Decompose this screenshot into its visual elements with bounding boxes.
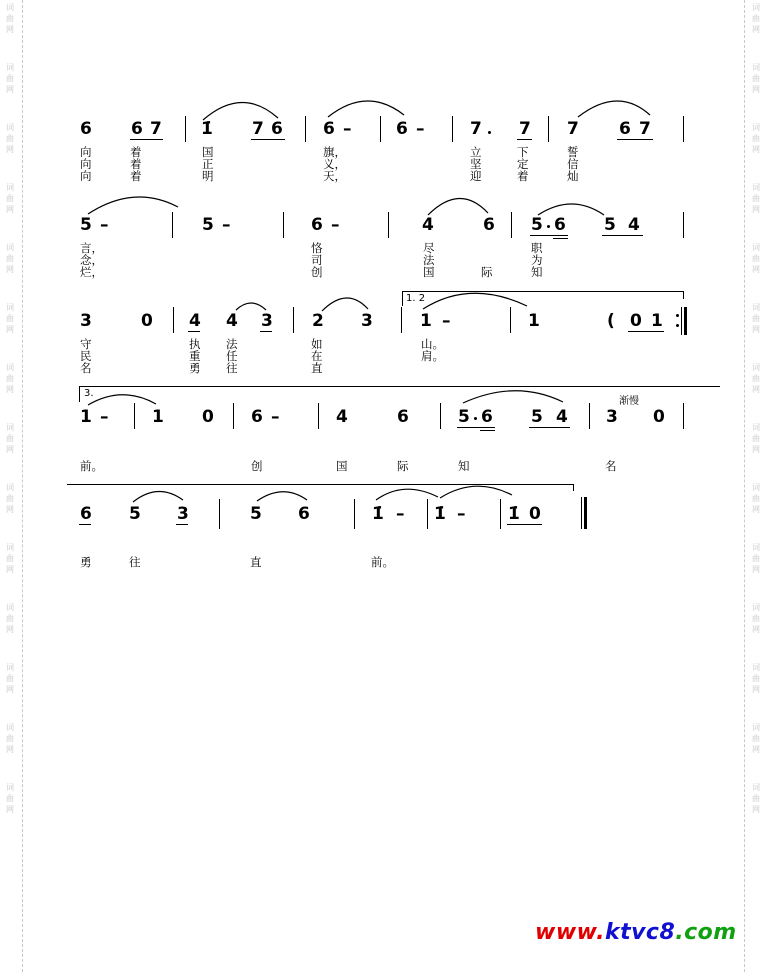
note: – bbox=[457, 504, 466, 524]
note: ( bbox=[607, 311, 615, 331]
augmentation-dot bbox=[488, 131, 491, 134]
barline bbox=[683, 116, 684, 142]
barline bbox=[440, 403, 441, 429]
lyric: 勇 bbox=[189, 361, 201, 375]
lyric: 义， bbox=[323, 157, 346, 171]
underline bbox=[517, 139, 532, 140]
note: 1̇ bbox=[201, 119, 213, 139]
watermark-group: 词 曲 网 bbox=[6, 363, 14, 394]
site-logo bbox=[535, 920, 737, 945]
note: – bbox=[100, 215, 109, 235]
watermark-group: 词 曲 网 bbox=[6, 483, 14, 514]
barline bbox=[683, 403, 684, 429]
barline bbox=[401, 307, 402, 333]
lyric: 守 bbox=[80, 337, 92, 351]
lyric: 下 bbox=[517, 145, 529, 159]
note: 1̇ bbox=[372, 504, 384, 524]
underline bbox=[188, 331, 200, 332]
underline bbox=[251, 139, 285, 140]
barline bbox=[318, 403, 319, 429]
volta-bracket-left bbox=[402, 291, 403, 306]
volta-bracket-right bbox=[573, 484, 574, 491]
barline bbox=[380, 116, 381, 142]
watermark-group: 词 曲 网 bbox=[752, 243, 760, 274]
slur bbox=[203, 102, 278, 120]
lyric: 前。 bbox=[80, 459, 103, 473]
underline bbox=[260, 331, 272, 332]
watermark-group: 词 曲 网 bbox=[752, 303, 760, 334]
watermark-group: 词 曲 网 bbox=[752, 423, 760, 454]
note: 0 bbox=[529, 504, 541, 524]
volta-bracket-top bbox=[67, 484, 574, 485]
barline bbox=[510, 307, 511, 333]
slur bbox=[578, 101, 650, 117]
lyric: 际 bbox=[481, 265, 493, 279]
watermark-group: 词 曲 网 bbox=[6, 303, 14, 334]
note: 5 bbox=[531, 407, 543, 427]
lyric: 言， bbox=[80, 241, 103, 255]
lyric: 向 bbox=[80, 157, 92, 171]
barline bbox=[388, 212, 389, 238]
note: 3 bbox=[177, 504, 189, 524]
note: 1 bbox=[152, 407, 164, 427]
note: 4 bbox=[189, 311, 201, 331]
lyric: 前。 bbox=[371, 555, 394, 569]
note: – bbox=[222, 215, 231, 235]
repeat-barline-thick bbox=[684, 307, 687, 335]
note: 7 bbox=[567, 119, 579, 139]
augmentation-dot bbox=[547, 225, 550, 228]
lyric: 直 bbox=[250, 555, 262, 569]
lyric: 执 bbox=[189, 337, 201, 351]
lyric: 肩。 bbox=[421, 349, 444, 363]
lyric: 烂， bbox=[80, 265, 103, 279]
barline bbox=[134, 403, 135, 429]
final-barline-thin bbox=[581, 497, 582, 529]
barline bbox=[233, 403, 234, 429]
note: – bbox=[331, 215, 340, 235]
lyric: 如 bbox=[311, 337, 323, 351]
barline bbox=[511, 212, 512, 238]
volta-bracket-top bbox=[79, 386, 720, 387]
barline bbox=[305, 116, 306, 142]
barline bbox=[185, 116, 186, 142]
lyric: 向 bbox=[80, 169, 92, 183]
lyric: 定 bbox=[517, 157, 529, 171]
lyric: 山。 bbox=[421, 337, 444, 351]
slur bbox=[538, 204, 604, 215]
repeat-dot bbox=[676, 314, 679, 317]
note: 0 bbox=[630, 311, 642, 331]
note: 1̇ bbox=[434, 504, 446, 524]
note: 3 bbox=[361, 311, 373, 331]
watermark-group: 词 曲 网 bbox=[6, 723, 14, 754]
note: 6 bbox=[481, 407, 493, 427]
lyric: 职 bbox=[531, 241, 543, 255]
note: – bbox=[100, 407, 109, 427]
note: – bbox=[271, 407, 280, 427]
watermark-group: 词 曲 网 bbox=[6, 123, 14, 154]
note: 1̇ bbox=[508, 504, 520, 524]
lyric: 知 bbox=[458, 459, 470, 473]
slur bbox=[328, 101, 404, 117]
slur bbox=[322, 298, 368, 311]
note: 6 bbox=[397, 407, 409, 427]
note: 0 bbox=[202, 407, 214, 427]
underline bbox=[602, 235, 643, 236]
lyric: 在 bbox=[311, 349, 323, 363]
repeat-barline-thin bbox=[681, 307, 682, 335]
barline bbox=[548, 116, 549, 142]
watermark-group: 词 曲 网 bbox=[6, 3, 14, 34]
barline bbox=[173, 307, 174, 333]
watermark-group: 词 曲 网 bbox=[6, 663, 14, 694]
note: 5 bbox=[80, 215, 92, 235]
note: – bbox=[396, 504, 405, 524]
slur bbox=[236, 303, 266, 310]
watermark-group: 词 曲 网 bbox=[752, 543, 760, 574]
volta-label: 1. 2 bbox=[406, 293, 426, 304]
note: – bbox=[416, 119, 425, 139]
lyric: 坚 bbox=[470, 157, 482, 171]
tempo-marking: 渐慢 bbox=[619, 396, 639, 407]
slur bbox=[440, 486, 512, 498]
watermark-group: 词 曲 网 bbox=[6, 423, 14, 454]
note: 6 bbox=[619, 119, 631, 139]
watermark-group: 词 曲 网 bbox=[6, 603, 14, 634]
note: 6 bbox=[251, 407, 263, 427]
lyric: 誓 bbox=[567, 145, 579, 159]
lyric: 司 bbox=[311, 253, 323, 267]
underline bbox=[457, 427, 495, 428]
underline bbox=[130, 139, 163, 140]
note: 3 bbox=[606, 407, 618, 427]
final-barline-thick bbox=[584, 497, 587, 529]
lyric: 着 bbox=[130, 145, 142, 159]
underline bbox=[507, 524, 542, 525]
watermark-group: 词 曲 网 bbox=[752, 3, 760, 34]
barline bbox=[452, 116, 453, 142]
lyric: 立 bbox=[470, 145, 482, 159]
note: 4 bbox=[336, 407, 348, 427]
note: 3 bbox=[261, 311, 273, 331]
lyric: 名 bbox=[80, 361, 92, 375]
site-logo-segment: .com bbox=[675, 920, 737, 945]
note: 5 bbox=[129, 504, 141, 524]
note: 1 bbox=[80, 407, 92, 427]
watermark-group: 词 曲 网 bbox=[6, 243, 14, 274]
watermark-group: 词 曲 网 bbox=[6, 783, 14, 814]
lyric: 着 bbox=[517, 169, 529, 183]
barline bbox=[589, 403, 590, 429]
volta-label: 3. bbox=[84, 388, 94, 399]
lyric: 旗， bbox=[323, 145, 346, 159]
note: 6 bbox=[311, 215, 323, 235]
watermark-group: 词 曲 网 bbox=[752, 603, 760, 634]
repeat-dot bbox=[676, 324, 679, 327]
underline bbox=[79, 524, 91, 525]
watermark-group: 词 曲 网 bbox=[6, 63, 14, 94]
barline bbox=[683, 212, 684, 238]
underline bbox=[628, 331, 664, 332]
note: 4 bbox=[628, 215, 640, 235]
note: 1 bbox=[651, 311, 663, 331]
note: 6 bbox=[271, 119, 283, 139]
note: 0 bbox=[141, 311, 153, 331]
lyric: 为 bbox=[531, 253, 543, 267]
underline bbox=[529, 427, 570, 428]
note: 6 bbox=[131, 119, 143, 139]
volta-bracket-left bbox=[79, 386, 80, 402]
lyric: 重 bbox=[189, 349, 201, 363]
note: 6 bbox=[80, 119, 92, 139]
lyric: 国 bbox=[423, 265, 435, 279]
note: 7 bbox=[639, 119, 651, 139]
watermark-group: 词 曲 网 bbox=[752, 483, 760, 514]
slur bbox=[423, 293, 527, 309]
volta-bracket-top bbox=[402, 291, 684, 292]
lyric: 向 bbox=[80, 145, 92, 159]
note: – bbox=[442, 311, 451, 331]
slur bbox=[376, 489, 438, 500]
watermark-group: 词 曲 网 bbox=[752, 783, 760, 814]
note: 5 bbox=[531, 215, 543, 235]
barline bbox=[427, 499, 428, 529]
site-logo-segment: ktvc8 bbox=[604, 920, 676, 945]
watermark-group: 词 曲 网 bbox=[752, 63, 760, 94]
underline bbox=[553, 238, 568, 239]
lyric: 迎 bbox=[470, 169, 482, 183]
slur bbox=[88, 197, 178, 214]
lyric: 民 bbox=[80, 349, 92, 363]
note: 7 bbox=[519, 119, 531, 139]
lyric: 往 bbox=[129, 555, 141, 569]
watermark-group: 词 曲 网 bbox=[6, 183, 14, 214]
note: 5 bbox=[604, 215, 616, 235]
note: 6 bbox=[554, 215, 566, 235]
watermark-group: 词 曲 网 bbox=[752, 363, 760, 394]
note: 6 bbox=[298, 504, 310, 524]
lyric: 着 bbox=[130, 157, 142, 171]
slur bbox=[257, 492, 307, 501]
lyric: 国 bbox=[202, 145, 214, 159]
note: 6 bbox=[80, 504, 92, 524]
lyric: 尽 bbox=[423, 241, 435, 255]
note: 5 bbox=[458, 407, 470, 427]
note: 7 bbox=[470, 119, 482, 139]
lyric: 灿 bbox=[567, 169, 579, 183]
underline bbox=[617, 139, 653, 140]
note: 3 bbox=[80, 311, 92, 331]
note: 7 bbox=[252, 119, 264, 139]
lyric: 直 bbox=[311, 361, 323, 375]
watermark-group: 词 曲 网 bbox=[752, 723, 760, 754]
underline bbox=[176, 524, 188, 525]
lyric: 际 bbox=[397, 459, 409, 473]
note: 2 bbox=[312, 311, 324, 331]
note: – bbox=[343, 119, 352, 139]
lyric: 恪 bbox=[311, 241, 323, 255]
lyric: 勇 bbox=[80, 555, 92, 569]
note: 4 bbox=[226, 311, 238, 331]
watermark-group: 词 曲 网 bbox=[752, 123, 760, 154]
note: 1 bbox=[420, 311, 432, 331]
lyric: 法 bbox=[226, 337, 238, 351]
lyric: 信 bbox=[567, 157, 579, 171]
note: 5 bbox=[250, 504, 262, 524]
barline bbox=[354, 499, 355, 529]
slur bbox=[463, 391, 563, 403]
volta-bracket-right bbox=[683, 291, 684, 299]
barline bbox=[500, 499, 501, 529]
lyric: 天， bbox=[323, 169, 346, 183]
lyric: 创 bbox=[311, 265, 323, 279]
note: 7 bbox=[150, 119, 162, 139]
note: 6 bbox=[396, 119, 408, 139]
lyric: 明 bbox=[202, 169, 214, 183]
note: 4 bbox=[556, 407, 568, 427]
barline bbox=[219, 499, 220, 529]
slur bbox=[133, 491, 183, 502]
note: 6 bbox=[323, 119, 335, 139]
barline bbox=[172, 212, 173, 238]
lyric: 法 bbox=[423, 253, 435, 267]
lyric: 着 bbox=[130, 169, 142, 183]
lyric: 念， bbox=[80, 253, 103, 267]
watermark-group: 词 曲 网 bbox=[752, 663, 760, 694]
note: 6 bbox=[483, 215, 495, 235]
barline bbox=[283, 212, 284, 238]
lyric: 往 bbox=[226, 361, 238, 375]
note: 1 bbox=[528, 311, 540, 331]
note: 4 bbox=[422, 215, 434, 235]
lyric: 任 bbox=[226, 349, 238, 363]
note: 5 bbox=[202, 215, 214, 235]
underline bbox=[530, 235, 568, 236]
watermark-group: 词 曲 网 bbox=[752, 183, 760, 214]
lyric: 知 bbox=[531, 265, 543, 279]
barline bbox=[293, 307, 294, 333]
lyric: 名 bbox=[605, 459, 617, 473]
slur bbox=[428, 198, 488, 215]
lyric: 正 bbox=[202, 157, 214, 171]
slur bbox=[88, 395, 156, 405]
lyric: 国 bbox=[336, 459, 348, 473]
underline bbox=[480, 430, 495, 431]
site-logo-segment: www. bbox=[535, 920, 605, 945]
augmentation-dot bbox=[474, 417, 477, 420]
note: 0 bbox=[653, 407, 665, 427]
lyric: 创 bbox=[251, 459, 263, 473]
watermark-group: 词 曲 网 bbox=[6, 543, 14, 574]
